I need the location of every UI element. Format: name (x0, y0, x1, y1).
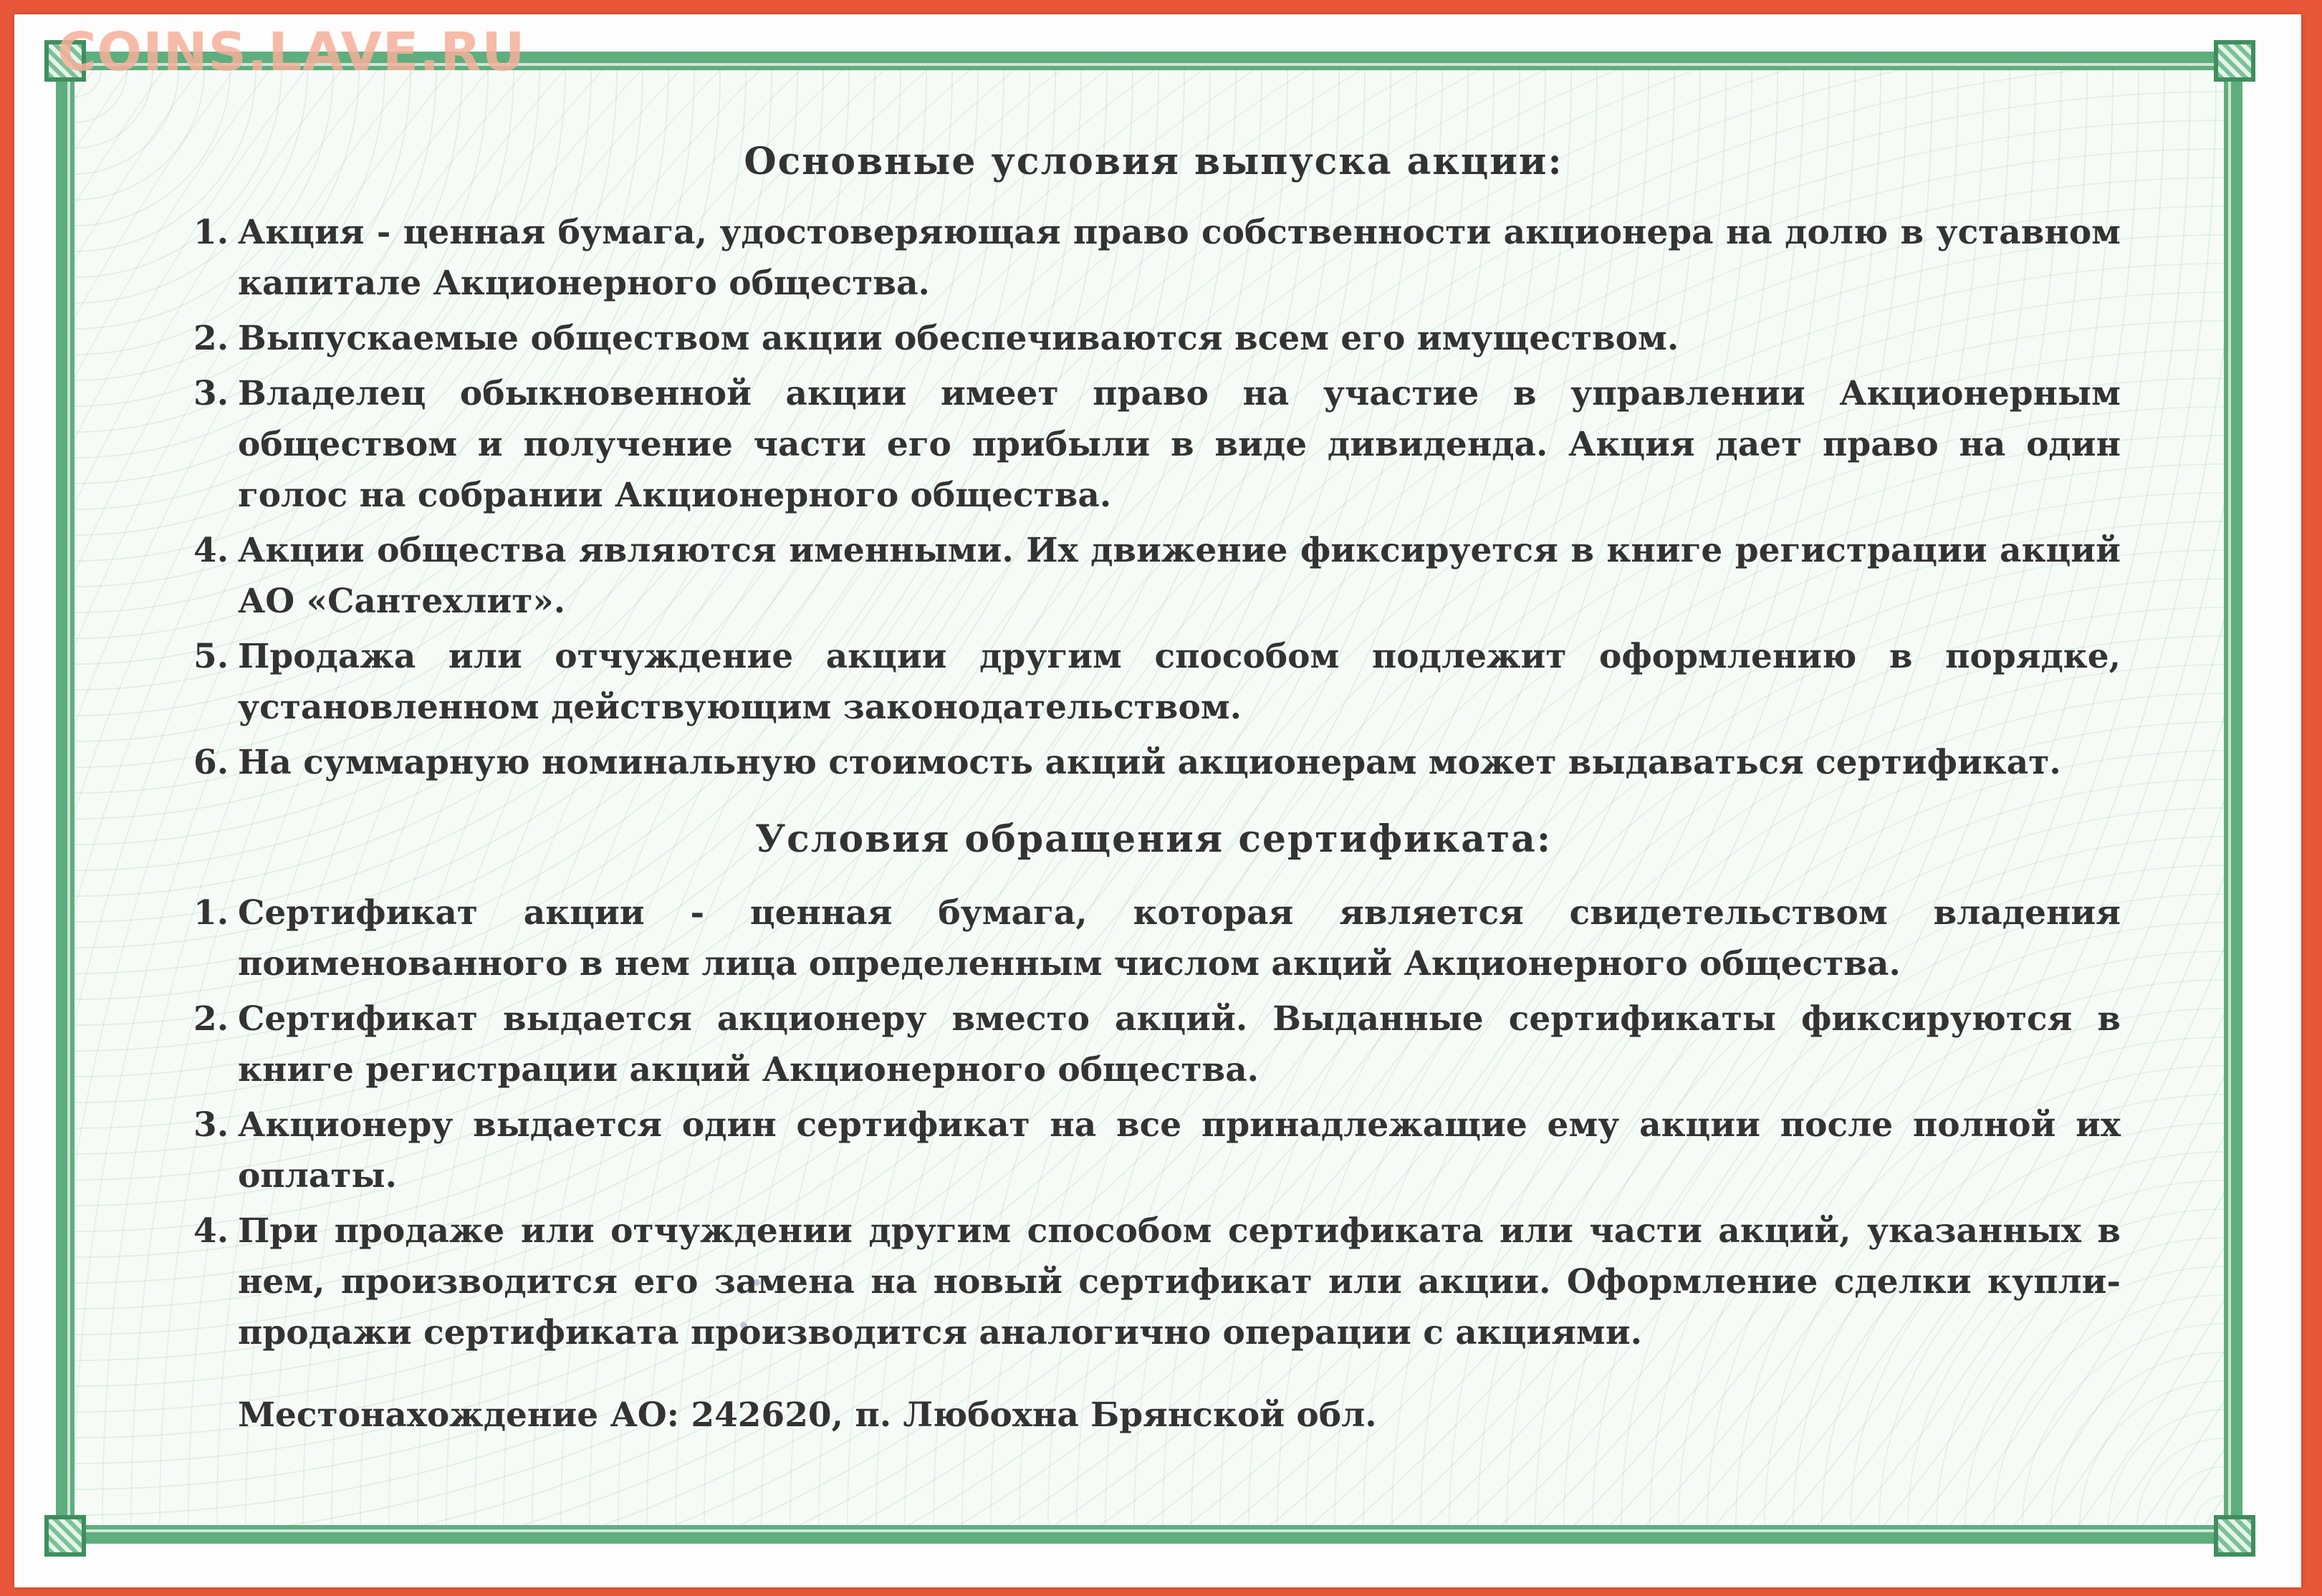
clause-number: 4. (193, 531, 229, 570)
clause-number: 6. (193, 743, 229, 782)
clause-text: Акция - ценная бумага, удостоверяющая право собственности акционера на долю в уставном капитале Акционерного общества. (238, 213, 2121, 303)
certificate-sheet (14, 14, 2301, 1587)
corner-ornament-icon (2214, 1515, 2255, 1557)
clause-text: Акционеру выдается один сертификат на все принадлежащие ему акции после полной их оплаты. (238, 1105, 2121, 1196)
clause-number: 4. (193, 1211, 229, 1251)
issue-conditions-heading: Основные условия выпуска акции: (744, 140, 1563, 183)
certificate-conditions-list (186, 888, 2121, 1358)
list-item (186, 207, 2121, 309)
clause-text: Сертификат акции - ценная бумага, которая является свидетельством владения поименованного в нем лица определенным числом акций Акционерного общества. (238, 893, 2121, 984)
certificate-conditions-heading: Условия обращения сертификата: (754, 817, 1553, 861)
clause-text: Акции общества являются именными. Их движение фиксируется в книге регистрации акций АО «Сантехлит». (238, 531, 2121, 621)
corner-ornament-icon (44, 1515, 86, 1557)
certificate-text (186, 136, 2121, 1441)
clause-number: 1. (193, 213, 229, 252)
corner-ornament-icon (2214, 40, 2255, 82)
clause-text: При продаже или отчуждении другим способом сертификата или части акций, указанных в нем, производится его замена на новый сертификат или акции. Оформление сделки купли-продажи сертификата производится аналогично операции с акциями. (238, 1211, 2121, 1352)
company-address: Местонахождение АО: 242620, п. Любохна Брянской обл. (238, 1395, 1377, 1435)
list-item (186, 313, 2121, 364)
list-item (186, 737, 2121, 788)
clause-text: Продажа или отчуждение акции другим способом подлежит оформлению в порядке, установленном действующим законодательством. (238, 637, 2121, 727)
watermark: COINS.LAVE.RU (57, 21, 526, 83)
list-item (186, 1100, 2121, 1201)
clause-number: 3. (193, 374, 229, 413)
list-item (186, 994, 2121, 1095)
clause-number: 3. (193, 1105, 229, 1145)
clause-text: Сертификат выдается акционеру вместо акций. Выданные сертификаты фиксируются в книге регистрации акций Акционерного общества. (238, 999, 2121, 1090)
clause-text: На суммарную номинальную стоимость акций акционерам может выдаваться сертификат. (238, 743, 2061, 782)
list-item (186, 888, 2121, 989)
list-item (186, 525, 2121, 627)
list-item (186, 368, 2121, 521)
clause-number: 2. (193, 999, 229, 1039)
list-item (186, 1206, 2121, 1358)
clause-number: 5. (193, 637, 229, 676)
issue-conditions-list (186, 207, 2121, 788)
clause-text: Владелец обыкновенной акции имеет право на участие в управлении Акционерным обществом и получение части его прибыли в виде дивиденда. Акция дает право на один голос на собрании Акционерного общества. (238, 374, 2121, 515)
list-item (186, 631, 2121, 733)
clause-text: Выпускаемые обществом акции обеспечиваются всем его имуществом. (238, 319, 1679, 358)
clause-number: 2. (193, 319, 229, 358)
clause-number: 1. (193, 893, 229, 933)
